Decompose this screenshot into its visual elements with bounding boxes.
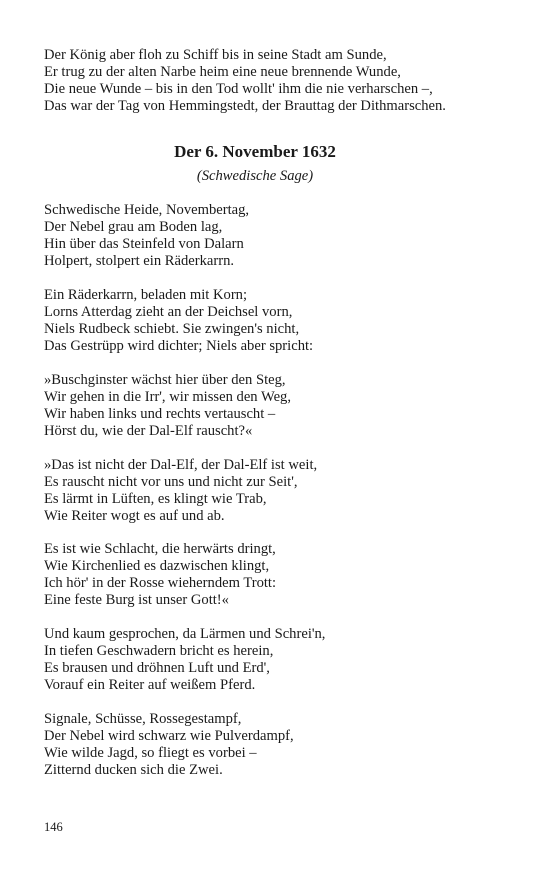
stanza-1-line-1: Schwedische Heide, Novembertag, — [44, 202, 250, 218]
stanza-6-line-3: Es brausen und dröhnen Luft und Erd', — [44, 660, 270, 676]
stanza-6-line-4: Vorauf ein Reiter auf weißem Pferd. — [44, 677, 256, 693]
stanza-4-line-2: Es rauscht nicht vor uns und nicht zur Seit', — [44, 474, 298, 490]
top-stanza-line-4: Das war der Tag von Hemmingstedt, der Brauttag der Dithmarschen. — [44, 98, 446, 114]
stanza-2-line-1: Ein Räderkarrn, beladen mit Korn; — [44, 287, 248, 303]
stanza-1-line-3: Hin über das Steinfeld von Dalarn — [44, 236, 244, 252]
stanza-5-line-1: Es ist wie Schlacht, die herwärts dringt, — [44, 541, 276, 557]
stanza-7-line-4: Zitternd ducken sich die Zwei. — [44, 762, 223, 778]
stanza-3-line-3: Wir haben links und rechts vertauscht – — [44, 406, 276, 422]
stanza-3-line-4: Hörst du, wie der Dal-Elf rauscht?« — [44, 423, 253, 439]
stanza-4-line-4: Wie Reiter wogt es auf und ab. — [44, 508, 225, 524]
stanza-1-line-2: Der Nebel grau am Boden lag, — [44, 219, 223, 235]
top-stanza-line-2: Er trug zu der alten Narbe heim eine neue brennende Wunde, — [44, 64, 401, 80]
stanza-4-line-1: »Das ist nicht der Dal-Elf, der Dal-Elf ist weit, — [44, 457, 318, 473]
page-number: 146 — [44, 820, 63, 834]
top-stanza-line-3: Die neue Wunde – bis in den Tod wollt' ihm die nie verharschen –, — [44, 81, 433, 97]
stanza-3-line-1: »Buschginster wächst hier über den Steg, — [44, 372, 286, 388]
stanza-2-line-4: Das Gestrüpp wird dichter; Niels aber spricht: — [44, 338, 314, 354]
stanza-2-line-3: Niels Rudbeck schiebt. Sie zwingen's nicht, — [44, 321, 300, 337]
stanza-5-line-2: Wie Kirchenlied es dazwischen klingt, — [44, 558, 270, 574]
stanza-7-line-2: Der Nebel wird schwarz wie Pulverdampf, — [44, 728, 294, 744]
stanza-6-line-2: In tiefen Geschwadern bricht es herein, — [44, 643, 274, 659]
stanza-7-line-3: Wie wilde Jagd, so fliegt es vorbei – — [44, 745, 257, 761]
stanza-3-line-2: Wir gehen in die Irr', wir missen den Weg, — [44, 389, 292, 405]
top-stanza-line-1: Der König aber floh zu Schiff bis in seine Stadt am Sunde, — [44, 47, 387, 63]
stanza-5-line-4: Eine feste Burg ist unser Gott!« — [44, 592, 229, 608]
stanza-1-line-4: Holpert, stolpert ein Räderkarrn. — [44, 253, 235, 269]
stanza-6-line-1: Und kaum gesprochen, da Lärmen und Schrei'n, — [44, 626, 326, 642]
poem-subtitle: (Schwedische Sage) — [196, 168, 314, 184]
stanza-5-line-3: Ich hör' in der Rosse wieherndem Trott: — [44, 575, 277, 591]
stanza-2-line-2: Lorns Atterdag zieht an der Deichsel vorn, — [44, 304, 293, 320]
poem-title: Der 6. November 1632 — [174, 142, 336, 161]
stanza-7-line-1: Signale, Schüsse, Rossegestampf, — [44, 711, 242, 727]
stanza-4-line-3: Es lärmt in Lüften, es klingt wie Trab, — [44, 491, 267, 507]
